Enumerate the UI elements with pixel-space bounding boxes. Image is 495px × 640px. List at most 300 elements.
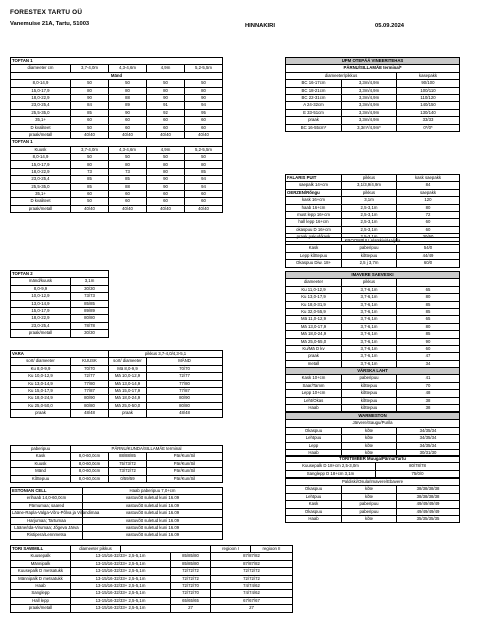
table-cell: KROONPUU Alatskivi/Haljala <box>286 238 460 245</box>
table-cell: must lepp 16+cm <box>286 211 342 218</box>
table-cell: Lääne-Rapla-Valga-Võru-Põlva ja Viljandimaa <box>12 510 100 516</box>
table-cell: metall <box>286 360 342 367</box>
table-cell: 85/85/80 <box>171 553 211 560</box>
table-cell: praak/metall <box>11 330 71 337</box>
table-cell: 50 <box>71 198 109 205</box>
table-cell: 3,7-6,1m <box>342 323 397 330</box>
table-cell: 60 <box>109 117 147 124</box>
table-cell: IMAVERE SAEVESKI <box>286 272 460 279</box>
table-cell: Lehtpuu <box>286 435 342 442</box>
table-row <box>11 183 223 190</box>
table-cell: Kuusepalk <box>11 553 71 560</box>
table-cell: 44/49 <box>397 252 460 259</box>
table-row <box>11 590 293 597</box>
table-cell: Mä 10,0-12,9 <box>109 373 147 380</box>
table-cell: praak <box>109 410 147 417</box>
table-cell: Ku 15,0-17,9 <box>11 387 71 394</box>
table-tori-sawmill <box>10 545 293 613</box>
table-cell: 5,2-5,5m <box>185 65 223 72</box>
table-cell: 70/70 <box>71 365 109 372</box>
table-paberipuu <box>10 445 223 483</box>
table-cell: 77/80 <box>147 380 223 387</box>
table-cell: 15,0-17,9 <box>11 307 71 314</box>
table-cell: Okaspuu <box>286 427 342 434</box>
table-cell: 72/72/72 <box>171 568 211 575</box>
table-row <box>11 373 223 380</box>
table-cell: Mä 13,0-17,9 <box>286 323 342 330</box>
table-cell: Ku 18,0-31,9 <box>286 301 342 308</box>
table-cell: vastuvõtt suletud kuni 16.09 <box>83 532 223 539</box>
table-row <box>286 375 460 382</box>
table-cell: 73/72/72 <box>109 468 147 475</box>
table-cell: 23,0-25,4 <box>11 102 71 109</box>
table-cell: 67/67/67 <box>211 597 293 604</box>
table-cell: 13-15/16-32/33+ 2,5-5,1m <box>71 605 171 612</box>
table-row <box>286 124 460 131</box>
table-row <box>286 286 460 293</box>
table-row <box>11 597 293 604</box>
table-cell: Lepp kõttepuu <box>286 252 342 259</box>
table-cell: D kvaliteet <box>11 124 71 131</box>
table-cell: Kask <box>11 453 71 460</box>
table-cell: 49/49/49/49 <box>397 501 460 508</box>
table-cell: Haab <box>286 449 342 456</box>
table-cell: kasepakk <box>397 72 460 79</box>
table-cell: 90 <box>147 94 185 101</box>
table-cell: 84 <box>397 182 460 189</box>
table-cell: 40/40 <box>185 205 223 212</box>
table-cell <box>121 546 211 553</box>
table-cell: TOFTAN 1 <box>11 139 223 146</box>
table-row <box>286 435 460 442</box>
table-row <box>286 189 460 196</box>
table-row <box>11 468 223 475</box>
table-cell: 3,3m/4,9m <box>342 109 397 116</box>
table-cell: kask 16+cm <box>286 197 342 204</box>
table-cell: 80 <box>147 87 185 94</box>
table-cell: pikkus <box>342 175 397 182</box>
table-cell: 60 <box>147 124 185 131</box>
table-row <box>11 532 223 539</box>
table-row <box>286 58 460 65</box>
table-cell: 8,0-14,9 <box>11 154 71 161</box>
table-cell: 80 <box>397 204 460 211</box>
table-cell: 34/35/34 <box>397 427 460 434</box>
table-row <box>286 301 460 308</box>
table-row <box>11 446 223 453</box>
table-cell: pikkus 3,7-4,0/4,3-5,1 <box>109 351 223 358</box>
table-cell: 90 <box>397 338 460 345</box>
table-cell: 80 <box>109 87 147 94</box>
table-cell: 41 <box>397 375 460 382</box>
table-row <box>11 293 109 300</box>
table-cell: 40/40 <box>147 131 185 138</box>
table-cell: diameeter <box>286 279 342 286</box>
table-row <box>286 94 460 101</box>
table-cell: 50 <box>109 154 147 161</box>
table-toftan-1 <box>10 57 223 213</box>
table-cell: KUUSK <box>71 358 109 365</box>
table-cell: Männipalk D metsatukk <box>11 575 71 582</box>
table-cell: praak <box>11 410 71 417</box>
table-cell: kõttepuu <box>342 404 397 411</box>
table-cell: 3,7-6,1m <box>342 316 397 323</box>
table-cell: saepakk <box>397 189 460 196</box>
table-cell: 35/35/35/35 <box>397 515 460 522</box>
table-cell: 33/33 <box>397 117 460 124</box>
company-name: FORESTEX TARTU OÜ <box>10 9 83 16</box>
table-cell: 85 <box>109 176 147 183</box>
table-row <box>11 575 293 582</box>
table-row <box>286 508 460 515</box>
table-row <box>11 65 223 72</box>
table-row <box>11 168 223 175</box>
table-cell: 50 <box>185 80 223 87</box>
table-row <box>286 493 460 500</box>
table-row <box>11 524 223 531</box>
table-cell: 74/74/62 <box>211 590 293 597</box>
table-cell: 5,2-5,5m <box>185 146 223 153</box>
page-header <box>10 10 490 44</box>
table-cell: Harjumaa; Tartumaa <box>11 517 83 524</box>
table-cell: 3,7-6,1m <box>342 286 397 293</box>
table-cell: 70 <box>397 382 460 389</box>
table-cell: 50 <box>71 80 109 87</box>
table-cell: 27 <box>171 605 211 612</box>
table-row <box>286 175 460 182</box>
table-cell: vastuvõtt suletud kuni 16.09 <box>83 517 223 524</box>
table-cell: WARMESTON <box>286 413 460 420</box>
table-cell: Kask 10+cm <box>286 375 342 382</box>
table-row <box>286 427 460 434</box>
table-cell: 89/89 <box>71 307 109 314</box>
table-cell: 2,5-3,1m <box>342 211 397 218</box>
table-row <box>286 368 460 375</box>
table-cell: 50 <box>185 154 223 161</box>
table-cell: Lepp <box>286 442 342 449</box>
table-row <box>11 278 109 285</box>
table-row <box>286 390 460 397</box>
table-estonian-cell <box>10 487 223 540</box>
table-cell: 70/70 <box>147 365 223 372</box>
table-cell: 85 <box>397 301 460 308</box>
table-row <box>11 315 109 322</box>
table-row <box>11 495 223 502</box>
table-row <box>286 294 460 301</box>
table-cell: Ku 10,0-12,9 <box>11 373 71 380</box>
table-row <box>11 553 293 560</box>
table-cell: 38/38/38/38 <box>397 493 460 500</box>
table-cell: Ku/Mä D kv <box>286 345 342 352</box>
table-cell: praak <box>286 353 342 360</box>
table-row <box>286 219 460 226</box>
table-row <box>11 453 223 460</box>
table-cell: 2,5-3,1m <box>342 204 397 211</box>
table-cell: Haab paberipuu 7,0+cm <box>83 488 223 495</box>
table-cell: 8,0-60,0cm <box>71 475 109 482</box>
table-cell: MÄND <box>147 358 223 365</box>
table-cell: Järvere/Saugu/Purila <box>286 420 460 427</box>
table-cell: 0/59/59 <box>109 475 147 482</box>
table-cell: 92 <box>147 109 185 116</box>
table-row <box>286 87 460 94</box>
table-cell: Mänd <box>11 468 71 475</box>
table-cell: Ku 25,0-50,0 <box>11 402 71 409</box>
table-cell: 25,5-35,0 <box>11 183 71 190</box>
table-cell: 35,1+ <box>11 191 71 198</box>
table-cell: 49/49/49/49 <box>397 508 460 515</box>
table-row <box>11 380 223 387</box>
table-cell: 84 <box>71 102 109 109</box>
table-cell: PÄRNU/SILLAMÄE terminal* <box>286 65 460 72</box>
table-cell: Mä 18,0-24,9 <box>286 331 342 338</box>
table-cell: kask saepakk <box>397 175 460 182</box>
table-row <box>11 58 223 65</box>
table-cell: 40/40 <box>71 131 109 138</box>
table-cell: Pär/Kun/Sil <box>147 460 223 467</box>
table-cell: vastuvõtt suletud kuni 16.09 <box>83 495 223 502</box>
table-row <box>11 300 109 307</box>
table-cell: Mänd <box>11 72 223 79</box>
table-cell: Pär/Kun/Sil <box>147 453 223 460</box>
table-cell: 90 <box>71 94 109 101</box>
table-row <box>11 205 223 212</box>
table-cell: 60 <box>109 198 147 205</box>
table-cell: Pärnumaa; saared <box>11 502 83 509</box>
table-row <box>11 307 109 314</box>
table-cell: 88/88/85 <box>109 453 147 460</box>
table-cell: 8,0-60,0cm <box>71 460 109 467</box>
table-cell: 72/72/72 <box>171 575 211 582</box>
table-cell: ESTONIAN CELL <box>11 488 83 495</box>
table-cell: 3,3m/4,9m <box>342 80 397 87</box>
table-cell: 60 <box>147 117 185 124</box>
table-cell: kõte <box>342 442 397 449</box>
table-cell: 60 <box>109 191 147 198</box>
table-cell: 15,0-17,9 <box>11 161 71 168</box>
table-cell: kõte <box>342 427 397 434</box>
table-cell: 8,0-14,9 <box>11 80 71 87</box>
table-cell: 4,9m <box>147 65 185 72</box>
table-cell: regioon II <box>251 546 293 553</box>
table-row <box>11 80 223 87</box>
table-cell: 3,3m/4,9m <box>342 94 397 101</box>
table-cell: TORI SAWMILL <box>11 546 71 553</box>
table-varska-laht <box>285 367 460 412</box>
table-row <box>286 382 460 389</box>
table-cell: haab 16+cm <box>286 204 342 211</box>
table-cell: 89 <box>109 102 147 109</box>
table-cell: 80 <box>147 161 185 168</box>
table-cell: paberipuu <box>342 508 397 515</box>
table-cell: 34 <box>397 360 460 367</box>
table-cell: 13-15/16-32/33+ 2,5-5,1m <box>71 560 171 567</box>
table-cell: 72 <box>397 211 460 218</box>
table-cell: Lepp 10+cm <box>286 390 342 397</box>
table-cell: vastuvõtt suletud kuni 16.09 <box>83 502 223 509</box>
table-cell: Ku 18,0-24,9 <box>11 395 71 402</box>
table-row <box>11 358 223 365</box>
table-cell: 23,0-25,4 <box>11 176 71 183</box>
table-cell: 80 <box>147 168 185 175</box>
table-cell: 48/48 <box>147 410 223 417</box>
table-cell: 77/80 <box>71 380 109 387</box>
table-row <box>11 198 223 205</box>
table-cell: 8,0-60,0cm <box>71 453 109 460</box>
table-cell: 100/110 <box>397 87 460 94</box>
table-cell: A 24-32cm <box>286 102 342 109</box>
table-cell: 13,0-14,9 <box>11 300 71 307</box>
table-row <box>286 316 460 323</box>
table-row <box>286 272 460 279</box>
table-row <box>11 102 223 109</box>
table-cell: 34/35/34 <box>397 442 460 449</box>
table-cell: 18,0-22,9 <box>11 315 71 322</box>
table-row <box>286 117 460 124</box>
table-row <box>11 475 223 482</box>
table-cell: OERZEN/Rõngu <box>286 189 342 196</box>
table-row <box>286 260 460 267</box>
table-row <box>11 87 223 94</box>
table-cell: Mä 25,0-50,0 <box>109 402 147 409</box>
table-row <box>286 80 460 87</box>
table-cell: E 33-51cm <box>286 109 342 116</box>
table-cell: VARA <box>11 351 109 358</box>
table-cell: 48 <box>397 390 460 397</box>
table-cell: Pär/Kun/Sil <box>147 475 223 482</box>
table-cell: Mä 11,0-12,9 <box>286 316 342 323</box>
table-row <box>11 460 223 467</box>
table-cell: 72/72/72 <box>211 568 293 575</box>
table-row <box>11 365 223 372</box>
table-cell: Okaspuu Diw. 18+ <box>286 260 342 267</box>
table-cell: 90 <box>109 109 147 116</box>
table-cell: BC 22-31cm <box>286 94 342 101</box>
table-cell: 80/90 <box>147 395 223 402</box>
table-cell: 73 <box>109 168 147 175</box>
table-row <box>11 146 223 153</box>
table-cell: 80/78/78 <box>376 463 460 470</box>
table-cell: 91 <box>147 102 185 109</box>
table-row <box>286 211 460 218</box>
table-cell: 3,1m <box>71 278 109 285</box>
table-cell: BC 16-17cm <box>286 80 342 87</box>
table-cell: vastuvõtt suletud kuni 16.09 <box>83 524 223 531</box>
table-row <box>286 420 460 427</box>
table-row <box>11 117 223 124</box>
table-cell: Kõttepuu <box>11 475 71 482</box>
table-cell: 73/73 <box>71 293 109 300</box>
table-cell: 30/30 <box>71 285 109 292</box>
table-cell: 50 <box>109 80 147 87</box>
table-cell: 94 <box>185 102 223 109</box>
table-cell: Mä 15,0-17,9 <box>109 387 147 394</box>
table-cell: 2,5-3,1m <box>342 226 397 233</box>
table-cell: 87/87/82 <box>211 553 293 560</box>
table-cell: regioon I <box>211 546 251 553</box>
table-row <box>11 546 293 553</box>
table-cell: Mä 8,0-9,9 <box>109 365 147 372</box>
table-cell: 77/87 <box>71 387 109 394</box>
table-cell: 38/38/38/38 <box>397 486 460 493</box>
table-cell: 60 <box>185 124 223 131</box>
table-cell: 3,3m/4,9m <box>342 117 397 124</box>
table-cell: 50 <box>71 124 109 131</box>
table-row <box>11 510 223 517</box>
table-cell: 110/120 <box>397 94 460 101</box>
table-cell: 47 <box>397 353 460 360</box>
table-cell: erihaab 14,0-60,0cm <box>11 495 83 502</box>
table-cell: 60 <box>109 124 147 131</box>
table-row <box>11 488 223 495</box>
table-cell: 3,3m/4,9m <box>342 102 397 109</box>
table-cell: 50 <box>71 154 109 161</box>
table-cell: 60 <box>397 219 460 226</box>
table-cell: paberipuu <box>11 446 71 453</box>
table-cell: 40/40 <box>109 131 147 138</box>
table-row <box>11 351 223 358</box>
table-cell: 94 <box>185 176 223 183</box>
table-row <box>286 479 460 486</box>
table-cell: 60 <box>185 117 223 124</box>
table-cell: 80 <box>185 161 223 168</box>
table-cell: 85 <box>71 109 109 116</box>
table-row <box>286 413 460 420</box>
table-cell: 30/60 <box>397 234 460 241</box>
table-cell: 85 <box>71 183 109 190</box>
table-cell: kõttepuu <box>342 382 397 389</box>
table-cell: 77/87 <box>147 387 223 394</box>
table-row <box>286 204 460 211</box>
table-cell: 85/85 <box>71 300 109 307</box>
table-cell: 4,9m <box>147 146 185 153</box>
table-cell: 13-15/16-32/33+ 2,5-5,1m <box>71 568 171 575</box>
table-cell: saepalk 14+cm <box>286 182 342 189</box>
table-cell: Hall lepp <box>11 597 71 604</box>
table-cell: Männipalk <box>11 560 71 567</box>
table-cell: Ku 11,0-12,9 <box>286 286 342 293</box>
table-cell: 80 <box>397 323 460 330</box>
table-cell: 72/72/70 <box>171 582 211 589</box>
table-cell: 130/140 <box>397 109 460 116</box>
table-row <box>11 139 223 146</box>
table-cell: 72/77 <box>71 373 109 380</box>
table-cell: Ku 13,0-17,9 <box>286 294 342 301</box>
table-cell: kõttepuu <box>342 390 397 397</box>
table-cell: 60 <box>397 345 460 352</box>
table-cell: 48/48 <box>71 410 109 417</box>
table-cell: paberipuu <box>342 501 397 508</box>
table-cell: 72/77 <box>147 373 223 380</box>
table-cell: paberipuu <box>342 375 397 382</box>
table-cell: 75/73/72 <box>109 460 147 467</box>
table-cell: Ristipera/Lennmetsa <box>11 532 83 539</box>
table-cell: 4,3-4,6m <box>109 65 147 72</box>
table-cell: 18,0-22,9 <box>11 94 71 101</box>
table-cell: 60 <box>185 198 223 205</box>
table-cell: 3,7-4,0m <box>71 65 109 72</box>
table-row <box>286 238 460 245</box>
table-cell: 60 <box>147 191 185 198</box>
table-cell: 73 <box>71 168 109 175</box>
table-cell: 74/74/62 <box>211 582 293 589</box>
table-cell: diameeter/pikkus <box>286 72 397 79</box>
table-row <box>11 395 223 402</box>
table-cell: kõte <box>342 449 397 456</box>
table-cell: Saar/Tamm <box>286 382 342 389</box>
table-warmeston <box>285 412 460 457</box>
table-cell: 94 <box>185 183 223 190</box>
